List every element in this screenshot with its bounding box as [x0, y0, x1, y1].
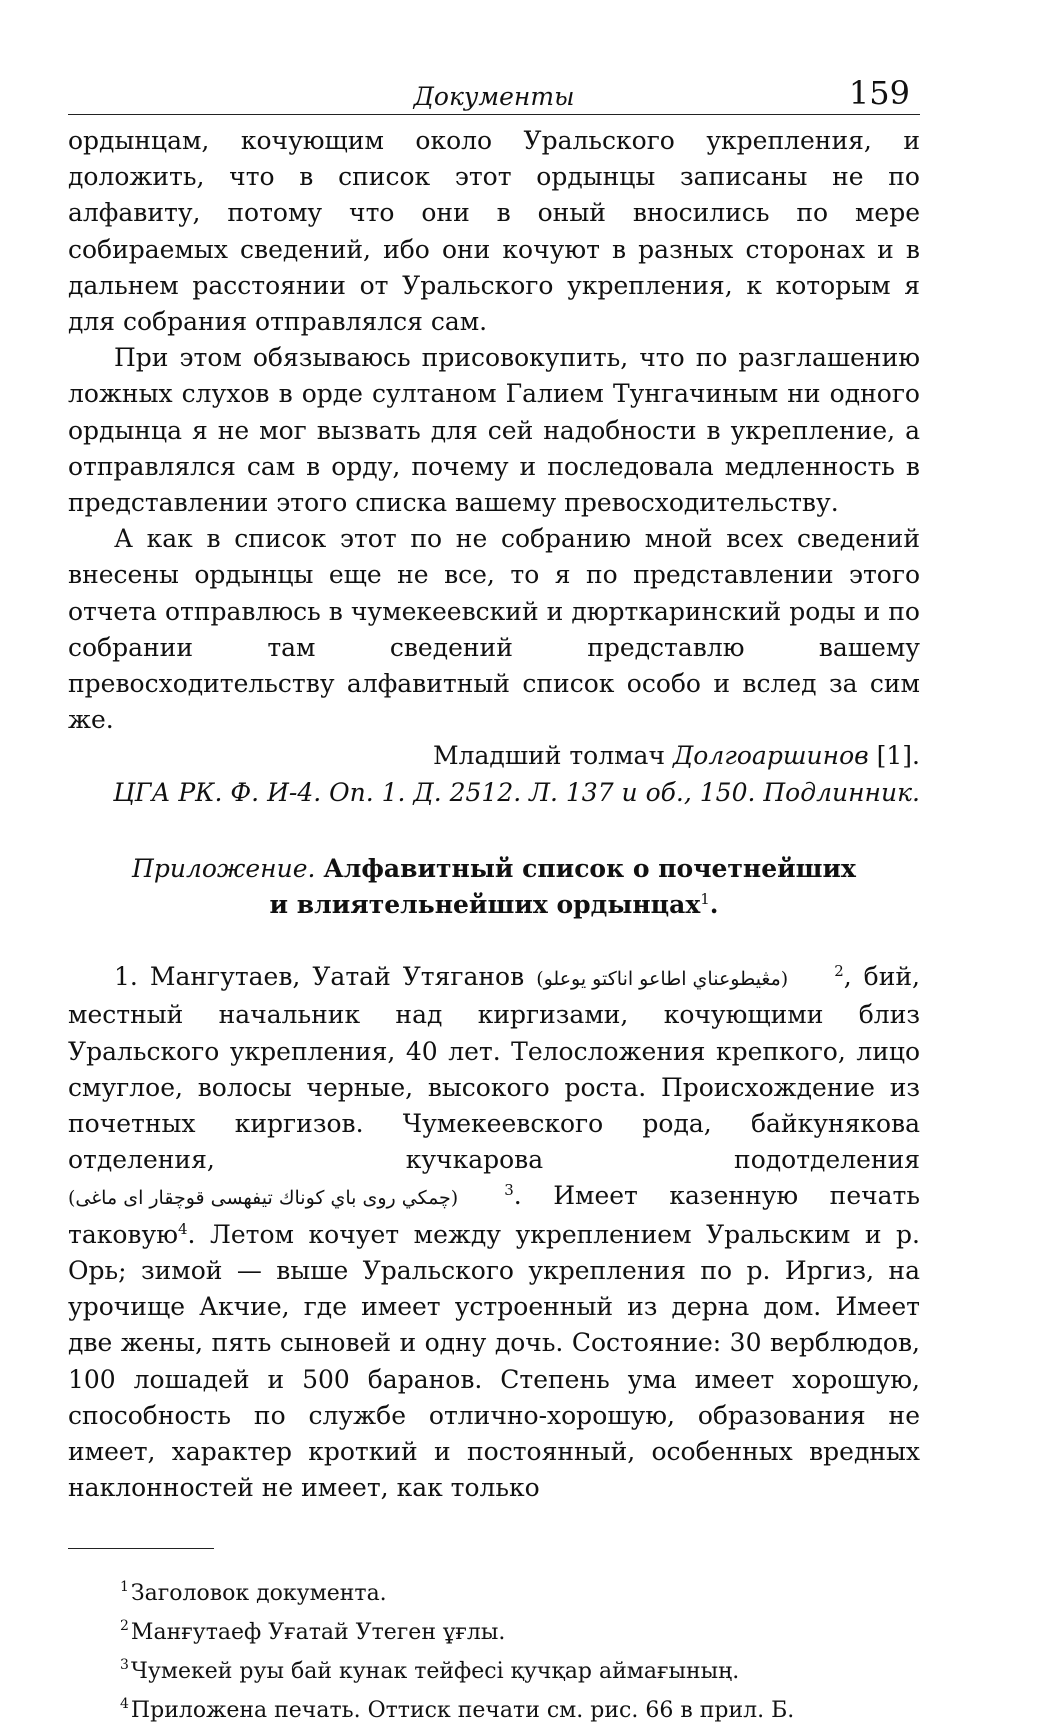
footnote-ref-4: 4 — [177, 1219, 188, 1238]
entry-1-part2: , бий, местный начальник над киргизами, кочующими близ Уральского укрепления, 40 лет. Телосложения крепкого, лицо смуглое, волосы черные, высокого роста. Происхождение из почетных киргизов. Чумекеевского рода, байкунякова отделения, кучкарова подотделения — [68, 962, 920, 1175]
footnote-4 — [120, 1688, 920, 1727]
page-number: 159 — [848, 74, 910, 112]
footnote-ref-2: 2 — [834, 962, 844, 981]
appendix-title-line2: и влиятельнейших ордынцах — [269, 890, 701, 920]
footnote-number: 4 — [120, 1696, 129, 1713]
arabic-script-clan: (چمكي روى باي كوناك تيفهسى قوچقار اى ماغى) — [68, 1187, 459, 1210]
entry-1-part1: 1. Мангутаев, Уатай Утяганов — [114, 962, 537, 992]
footnote-ref-3: 3 — [504, 1181, 514, 1200]
appendix-title-line1: Алфавитный список о почетнейших — [323, 853, 856, 883]
footnote-ref-1: 1 — [700, 890, 710, 909]
footnote-1 — [120, 1571, 920, 1610]
footnote-divider — [68, 1548, 214, 1549]
appendix-label: Приложение. — [132, 853, 316, 883]
entry-1-part3: . Имеет казенную печать таковую — [68, 1181, 920, 1249]
signature-ref: [1]. — [868, 741, 920, 771]
arabic-script-name: (مڠيطوعناي اطاعو اناكتو يوعلو) — [536, 968, 789, 991]
running-title: Документы — [413, 82, 575, 111]
page-header — [68, 70, 920, 115]
signature-prefix: Младший толмач — [433, 741, 673, 771]
appendix-title-end: . — [709, 890, 719, 920]
footnote-text: Заголовок документа. — [130, 1581, 387, 1607]
archive-source: ЦГА РК. Ф. И-4. Оп. 1. Д. 2512. Л. 137 и об., 150. Подлинник. — [113, 777, 920, 807]
signature-name: Долгоаршинов — [672, 741, 869, 771]
footnote-number: 3 — [120, 1657, 129, 1674]
entry-1-part4: . Летом кочует между укреплением Уральским и р. Орь; зимой — выше Уральского укрепления по р. Иргиз, на урочище Акчие, где имеет устроенный из дерна дом. Имеет две жены, пять сыновей и одну дочь. Состояние: 30 верблюдов, 100 лошадей и 500 баранов. Степень ума имеет хорошую, способность по службе отлично-хорошую, образования не имеет, характер кроткий и постоянный, особенных вредных наклонностей не имеет, как только — [68, 1219, 920, 1503]
footnote-2 — [120, 1610, 920, 1649]
footnote-number: 1 — [120, 1579, 129, 1596]
paragraph-2: При этом обязываюсь присовокупить, что по разглашению ложных слухов в орде султаном Галием Тунгачиным ни одного ордынца я не мог вызвать для сей надобности в укрепление, а отправлялся сам в орду, почему и последовала медленность в представлении этого списка вашему превосходительству. — [68, 343, 920, 518]
entry-1 — [68, 959, 920, 1506]
main-text — [68, 123, 920, 811]
footnote-text: Манғутаеф Уғатай Утеген ұғлы. — [130, 1620, 506, 1646]
footnote-number: 2 — [120, 1618, 129, 1635]
book-page — [68, 70, 920, 1727]
entry-text — [68, 959, 920, 1506]
paragraph-3: А как в список этот по не собранию мной всех сведений внесены ордынцы еще не все, то я по представлении этого отчета отправлюсь в чумекеевский и дюрткаринский роды и по собрании там сведений представлю вашему превосходительству алфавитный список особо и вслед за сим же. — [68, 524, 920, 735]
footnotes — [68, 1571, 920, 1727]
footnote-text: Чумекей руы бай кунак тейфесі қучқар аймағының. — [130, 1659, 740, 1685]
appendix-heading — [68, 851, 920, 923]
signature-line — [68, 738, 920, 774]
paragraph-1: ордынцам, кочующим около Уральского укрепления, и доложить, что в список этот ордынцы записаны не по алфавиту, потому что они в оный вносились по мере собираемых сведений, ибо они кочуют в разных сторонах и в дальнем расстоянии от Уральского укрепления, к которым я для собрания отправлялся сам. — [68, 126, 920, 337]
footnote-3 — [120, 1649, 920, 1688]
footnote-text: Приложена печать. Оттиск печати см. рис. 66 в прил. Б. — [130, 1698, 795, 1724]
